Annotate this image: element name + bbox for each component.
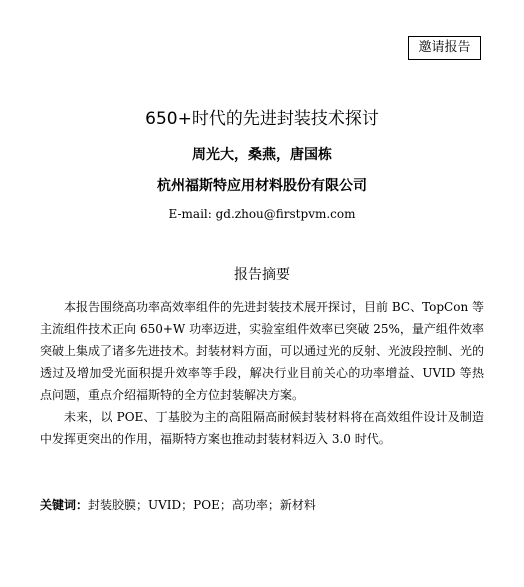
contact-email: E-mail: gd.zhou@firstpvm.com bbox=[168, 207, 356, 221]
paper-title: 650+时代的先进封装技术探讨 bbox=[145, 109, 379, 129]
keywords-line bbox=[40, 496, 484, 514]
abstract-body bbox=[40, 296, 484, 450]
abstract-heading: 报告摘要 bbox=[234, 267, 290, 283]
affiliation: 杭州福斯特应用材料股份有限公司 bbox=[157, 178, 367, 194]
keywords-text: 封装胶膜；UVID；POE；高功率；新材料 bbox=[88, 498, 316, 512]
abstract-paragraph-1: 本报告围绕高功率高效率组件的先进封装技术展开探讨，目前 BC、TopCon 等主流组件技术正向 650+W 功率迈进，实验室组件效率已突破 25%，量产组件效率突破上集成了诸多先进技术。封装材料方面，可以通过光的反射、光波段控制、光的透过及增加受光面积提升效率等手段，解决行业目前关心的功率增益、UVID 等热点问题，重点介绍福斯特的全方位封装解决方案。 bbox=[40, 300, 485, 402]
invited-report-badge: 邀请报告 bbox=[408, 36, 481, 60]
keywords-label: 关键词： bbox=[40, 498, 89, 512]
author-list: 周光大，桑燕，唐国栋 bbox=[192, 147, 332, 163]
abstract-paragraph-2: 未来，以 POE、丁基胶为主的高阻隔高耐候封装材料将在高效组件设计及制造中发挥更突出的作用，福斯特方案也推动封装材料迈入 3.0 时代。 bbox=[40, 410, 484, 446]
